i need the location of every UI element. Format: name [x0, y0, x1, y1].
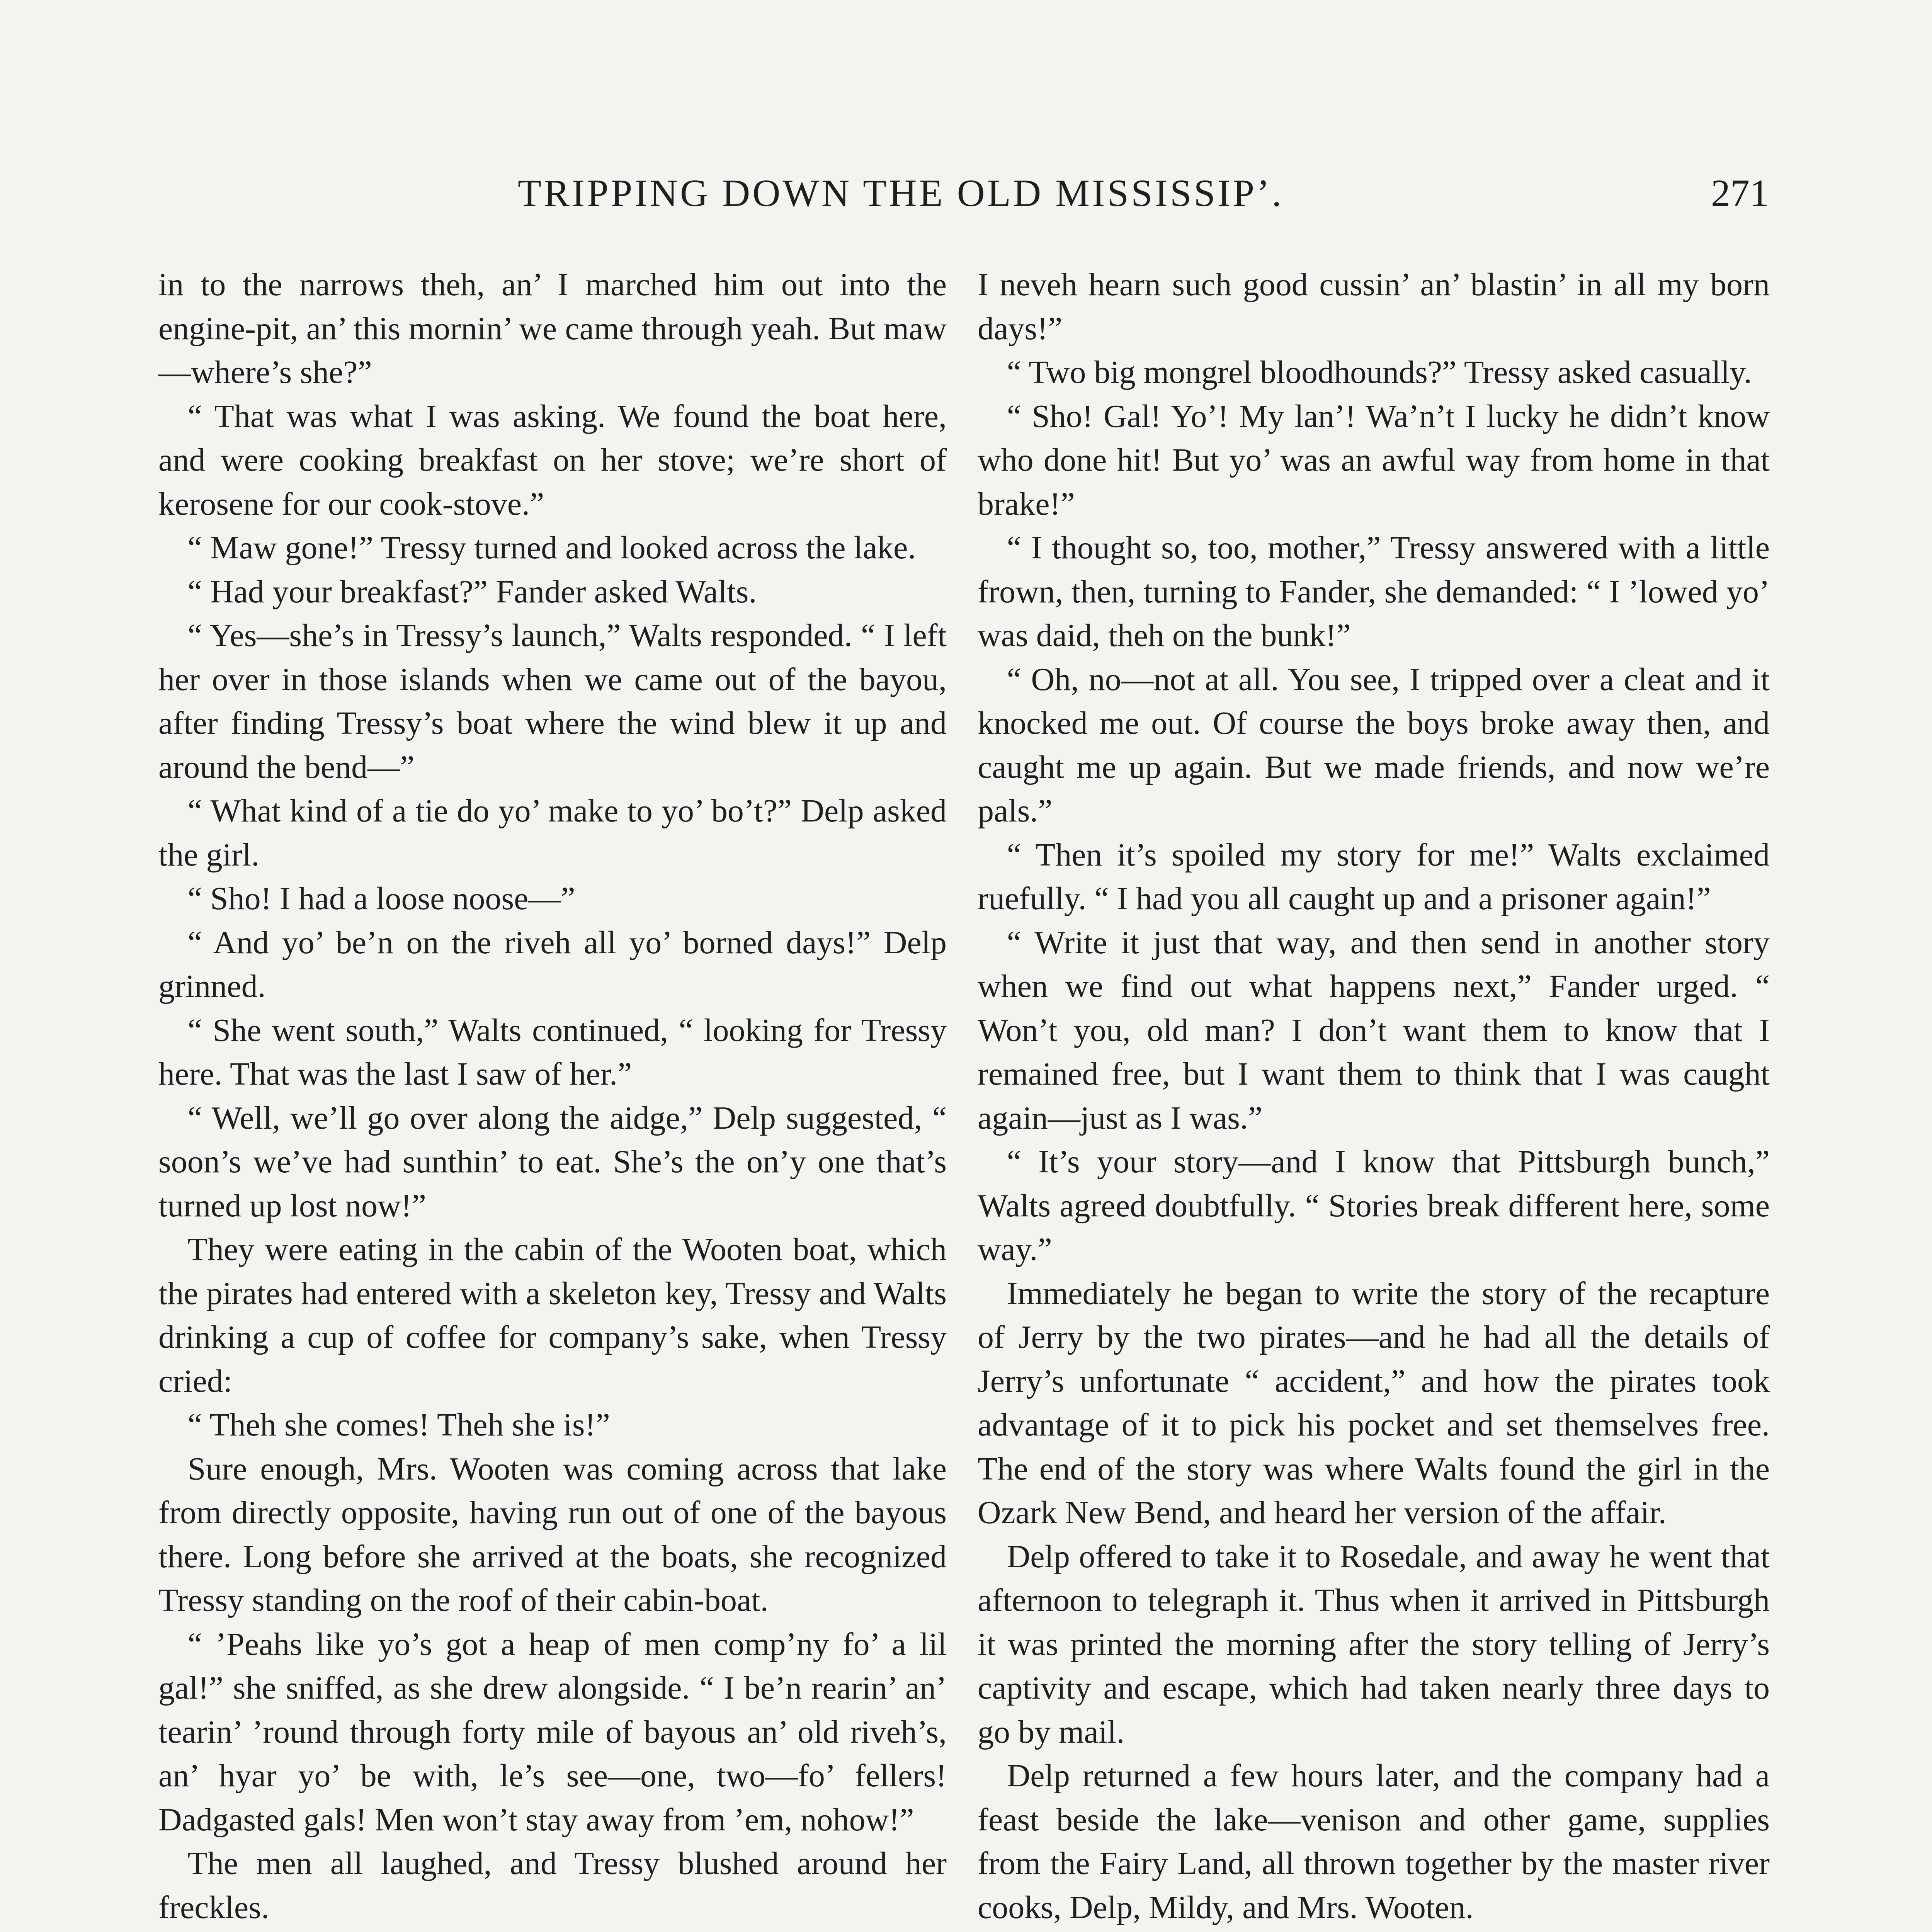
- paragraph: “ Had your breakfast?” Fander asked Walts.: [187, 573, 757, 610]
- paragraph: They were eating in the cabin of the Wooten boat, which the pirates had entered with a skeleton key, Tressy and Walts drinking a cup of coffee for company’s sake, when Tressy cried:: [158, 1231, 947, 1399]
- paragraph: Delp returned a few hours later, and the company had a feast beside the lake—venison and other game, supplies from the Fairy Land, all thrown together by the master river cooks, Delp, Mildy, and Mrs. Wooten.: [978, 1758, 1770, 1925]
- paragraph: “ Well, we’ll go over along the aidge,” Delp suggested, “ soon’s we’ve had sunthin’ to eat. She’s the on’y one that’s turned up lost now!”: [158, 1100, 947, 1224]
- paragraph: “ Sho! Gal! Yo’! My lan’! Wa’n’t I lucky he didn’t know who done hit! But yo’ was an awful way from home in that brake!”: [978, 398, 1770, 522]
- left-column: [158, 263, 947, 1932]
- paragraph: “ Maw gone!” Tressy turned and looked across the lake.: [187, 530, 916, 566]
- page-number: 271: [1711, 172, 1769, 214]
- paragraph: “ Write it just that way, and then send in another story when we find out what happens next,” Fander urged. “ Won’t you, old man? I don’t want them to know that I remained free, but I want them to think that I was caught again—just as I was.”: [978, 924, 1770, 1136]
- paragraph: Immediately he began to write the story of the recapture of Jerry by the two pirates—and he had all the details of Jerry’s unfortunate “ accident,” and how the pirates took advantage of it to pick his pocket and set themselves free. The end of the story was where Walts found the girl in the Ozark New Bend, and heard her version of the affair.: [978, 1275, 1770, 1531]
- paragraph: [978, 1929, 1770, 1932]
- paragraph: “ Sho! I had a loose noose—”: [187, 881, 575, 917]
- right-column: [978, 263, 1770, 1932]
- paragraph: “ Then it’s spoiled my story for me!” Walts exclaimed ruefully. “ I had you all caught up and a prisoner again!”: [978, 837, 1770, 917]
- paragraph: “ Theh she comes! Theh she is!”: [187, 1407, 610, 1443]
- paragraph: “ ’Peahs like yo’s got a heap of men comp’ny fo’ a lil gal!” she sniffed, as she drew alongside. “ I be’n rearin’ an’ tearin’ ’round through forty mile of bayous an’ old riveh’s, an’ hyar yo’ be with, le’s see—one, two—fo’ fellers! Dadgasted gals! Men won’t stay away from ’em, nohow!”: [158, 1626, 947, 1838]
- paragraph: [158, 1929, 947, 1932]
- paragraph: “ That was what I was asking. We found the boat here, and were cooking breakfast on her stove; we’re short of kerosene for our cook-stove.”: [158, 398, 947, 522]
- paragraph: “ She went south,” Walts continued, “ looking for Tressy here. That was the last I saw of her.”: [158, 1012, 947, 1092]
- paragraph: “ It’s your story—and I know that Pittsburgh bunch,” Walts agreed doubtfully. “ Stories break different here, some way.”: [978, 1144, 1770, 1267]
- paragraph: The men all laughed, and Tressy blushed around her freckles.: [158, 1845, 947, 1925]
- paragraph: Delp offered to take it to Rosedale, and away he went that afternoon to telegraph it. Thus when it arrived in Pittsburgh it was printed the morning after the story telling of Jerry’s captivity and escape, which had taken nearly three days to go by mail.: [978, 1538, 1770, 1750]
- paragraph: “ What kind of a tie do yo’ make to yo’ bo’t?” Delp asked the girl.: [158, 793, 947, 873]
- paragraph: “ Yes—she’s in Tressy’s launch,” Walts responded. “ I left her over in those islands when we came out of the bayou, after finding Tressy’s boat where the wind blew it up and around the bend—”: [158, 617, 947, 785]
- running-title: TRIPPING DOWN THE OLD MISSISSIP’.: [518, 172, 1284, 214]
- paragraph: Sure enough, Mrs. Wooten was coming across that lake from directly opposite, having run out of one of the bayous there. Long before she arrived at the boats, she recognized Tressy standing on the roof of their cabin-boat.: [158, 1451, 947, 1618]
- running-head: [0, 166, 1932, 220]
- paragraph: “ Two big mongrel bloodhounds?” Tressy asked casually.: [1007, 354, 1752, 390]
- paragraph: in to the narrows theh, an’ I marched him out into the engine-pit, an’ this mornin’ we came through yeah. But maw—where’s she?”: [158, 267, 947, 390]
- paragraph: “ I thought so, too, mother,” Tressy answered with a little frown, then, turning to Fander, she demanded: “ I ’lowed yo’ was daid, theh on the bunk!”: [978, 530, 1770, 653]
- paragraph: “ Oh, no—not at all. You see, I tripped over a cleat and it knocked me out. Of course the boys broke away then, and caught me up again. But we made friends, and now we’re pals.”: [978, 661, 1770, 829]
- paragraph: I neveh hearn such good cussin’ an’ blastin’ in all my born days!”: [978, 267, 1770, 347]
- paragraph: “ And yo’ be’n on the riveh all yo’ borned days!” Delp grinned.: [158, 924, 947, 1004]
